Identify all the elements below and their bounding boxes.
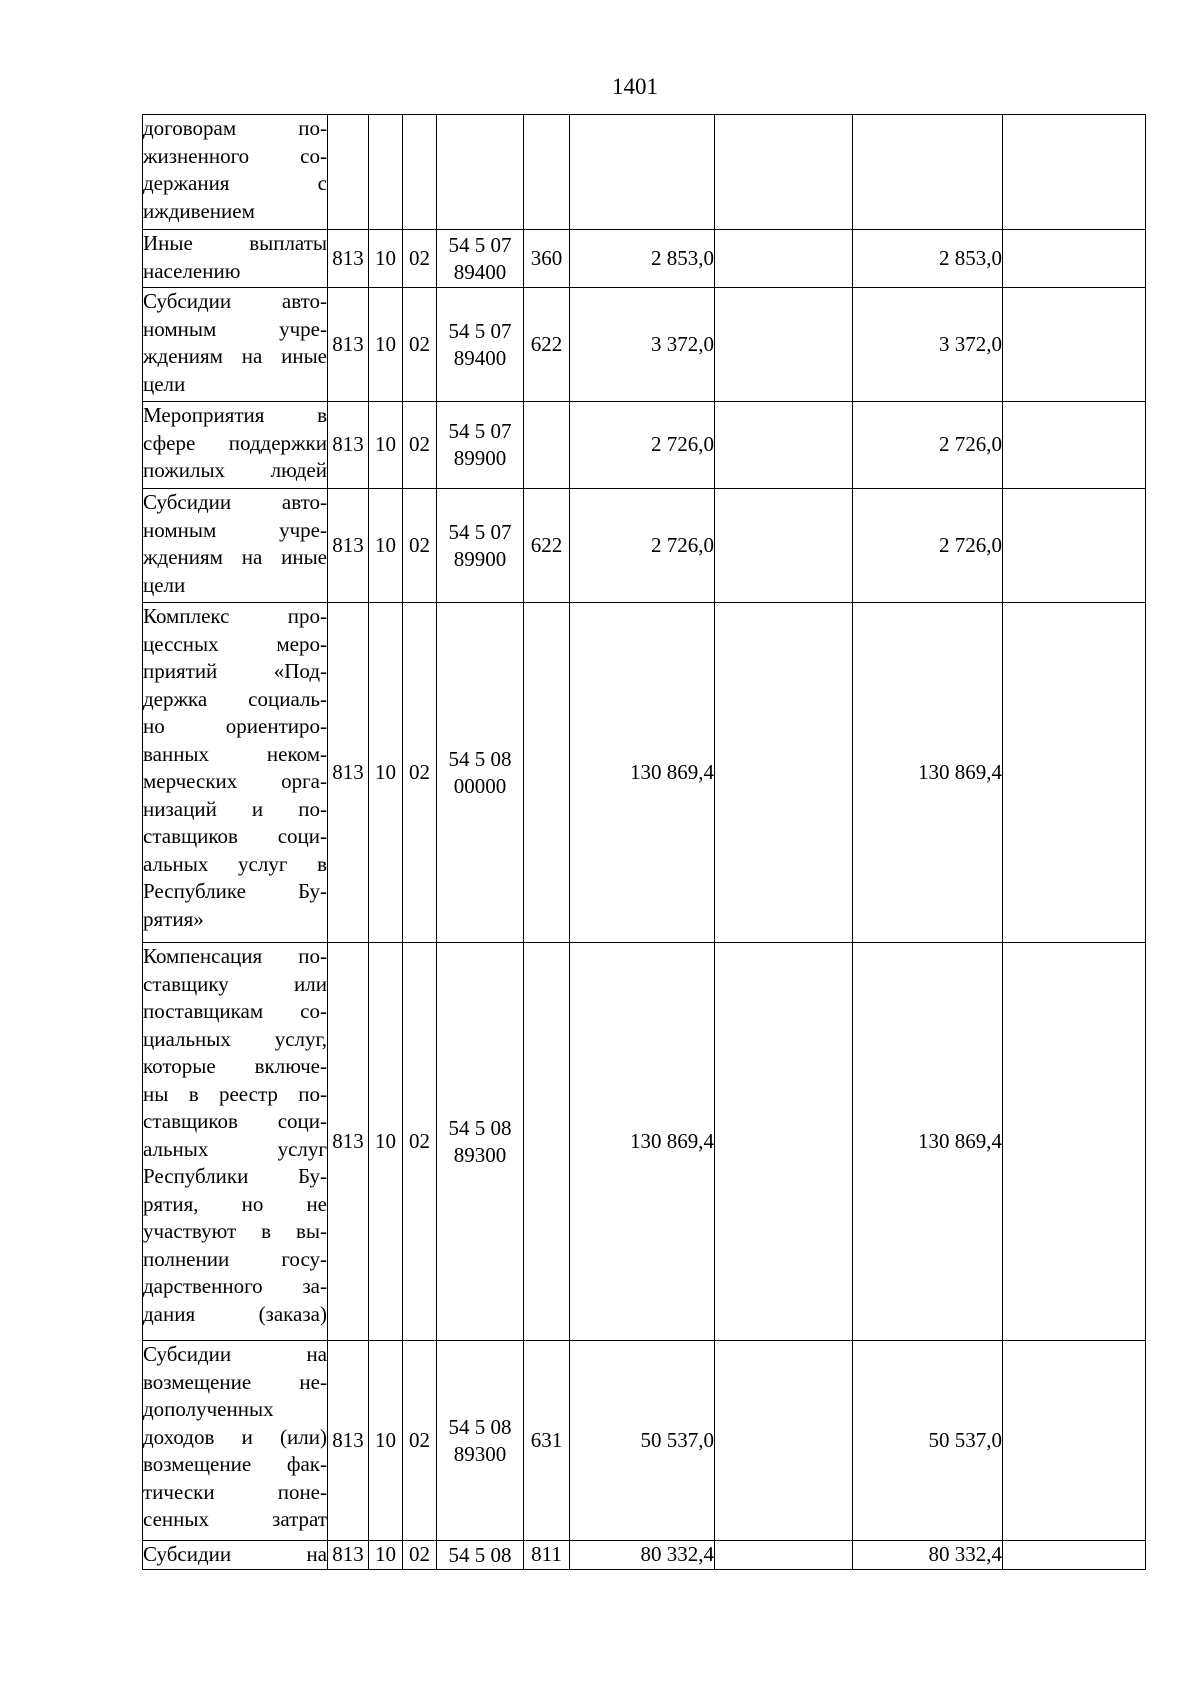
cell-name — [143, 115, 328, 230]
cell-expense-type: 811 — [524, 1541, 570, 1570]
name-line: поставщикам со- — [143, 999, 327, 1023]
cell-grbs: 813 — [328, 288, 369, 402]
cell-name — [143, 230, 328, 288]
cell-target-article — [437, 115, 524, 230]
name-line: номным учре- — [143, 517, 327, 542]
cell-expense-type — [524, 115, 570, 230]
cell-grbs: 813 — [328, 603, 369, 943]
cell-expense-type: 622 — [524, 288, 570, 402]
cell-amount — [570, 115, 715, 230]
cell-target-article — [437, 603, 524, 943]
name-line: Республике Бу- — [143, 879, 327, 903]
name-line: иждивением — [143, 198, 255, 223]
cell-target-article — [437, 489, 524, 603]
cell-amount — [715, 402, 853, 489]
name-line: Субсидии на — [143, 1342, 327, 1366]
cell-expense-type — [524, 402, 570, 489]
name-line: ставщиков соци- — [143, 824, 327, 848]
cell-amount — [715, 943, 853, 1341]
cell-amount: 130 869,4 — [853, 603, 1003, 943]
name-line: ставщиков соци- — [143, 1109, 327, 1133]
cell-amount — [715, 1541, 853, 1570]
name-line: альных услуг в — [143, 851, 327, 876]
name-line: Компенсация по- — [143, 944, 327, 968]
target-article-line: 54 5 07 — [448, 519, 512, 544]
cell-section: 10 — [369, 402, 403, 489]
cell-amount: 80 332,4 — [570, 1541, 715, 1570]
name-line: полнении госу- — [143, 1246, 327, 1271]
table-row — [143, 288, 1146, 402]
cell-amount — [715, 288, 853, 402]
cell-amount: 3 372,0 — [853, 288, 1003, 402]
target-article-line: 89300 — [453, 1142, 507, 1167]
cell-amount — [1003, 1541, 1146, 1570]
cell-amount — [1003, 1341, 1146, 1541]
cell-name — [143, 1341, 328, 1541]
cell-subsection: 02 — [403, 402, 437, 489]
page-number: 1401 — [612, 74, 658, 99]
table-row — [143, 230, 1146, 288]
target-article-line: 54 5 08 — [448, 746, 512, 771]
cell-name — [143, 1541, 328, 1570]
target-article-line: 00000 — [453, 773, 507, 798]
name-line: ны в реестр по- — [143, 1081, 327, 1106]
cell-amount — [1003, 402, 1146, 489]
cell-amount — [715, 603, 853, 943]
table-row — [143, 402, 1146, 489]
name-line: дополученных — [143, 1397, 274, 1421]
cell-name — [143, 489, 328, 603]
cell-amount — [1003, 489, 1146, 603]
table-body — [143, 115, 1146, 1570]
target-article-line: 89300 — [453, 1441, 507, 1466]
name-line: жизненного со- — [143, 143, 327, 168]
cell-amount: 2 726,0 — [570, 489, 715, 603]
cell-amount: 2 853,0 — [570, 230, 715, 288]
cell-target-article — [437, 230, 524, 288]
cell-amount — [1003, 603, 1146, 943]
name-line: Мероприятия в — [143, 403, 327, 427]
name-line: возмещение фак- — [143, 1452, 327, 1476]
name-line: Субсидии авто- — [143, 490, 327, 514]
cell-expense-type: 631 — [524, 1341, 570, 1541]
cell-amount — [715, 489, 853, 603]
cell-amount — [1003, 115, 1146, 230]
name-line: рятия, но не — [143, 1191, 327, 1216]
name-line: договорам по- — [143, 116, 327, 140]
name-line: держания с — [143, 171, 327, 195]
name-line: ставщику или — [143, 971, 327, 996]
cell-expense-type: 622 — [524, 489, 570, 603]
cell-grbs: 813 — [328, 489, 369, 603]
target-article-line: 89900 — [453, 546, 507, 571]
cell-grbs: 813 — [328, 1341, 369, 1541]
target-article-line: 54 5 08 — [448, 1115, 512, 1140]
cell-section: 10 — [369, 1541, 403, 1570]
target-article-line: 89400 — [453, 345, 507, 370]
cell-amount: 2 726,0 — [853, 489, 1003, 603]
table-row — [143, 1541, 1146, 1570]
name-line: номным учре- — [143, 316, 327, 341]
table-row — [143, 943, 1146, 1341]
cell-target-article — [437, 943, 524, 1341]
name-line: возмещение не- — [143, 1369, 327, 1394]
name-line: но ориентиро- — [143, 714, 327, 738]
name-line: дарственного за- — [143, 1274, 327, 1298]
name-line: ванных неком- — [143, 741, 327, 766]
cell-subsection: 02 — [403, 603, 437, 943]
cell-amount: 2 726,0 — [570, 402, 715, 489]
cell-section: 10 — [369, 489, 403, 603]
name-line: мерческих орга- — [143, 769, 327, 793]
name-line: пожилых людей — [143, 458, 327, 482]
name-line: цели — [143, 572, 186, 597]
cell-subsection: 02 — [403, 1541, 437, 1570]
cell-subsection: 02 — [403, 489, 437, 603]
cell-amount — [853, 115, 1003, 230]
name-line: дания (заказа) — [143, 1301, 327, 1326]
table-row — [143, 489, 1146, 603]
cell-grbs: 813 — [328, 1541, 369, 1570]
target-article-line: 54 5 07 — [448, 318, 512, 343]
name-line: которые включе- — [143, 1054, 327, 1078]
cell-subsection — [403, 115, 437, 230]
cell-section: 10 — [369, 288, 403, 402]
name-line: низаций и по- — [143, 796, 327, 821]
target-article-line: 54 5 07 — [448, 232, 512, 257]
name-line: циальных услуг, — [143, 1026, 327, 1051]
name-line: сфере поддержки — [143, 430, 327, 455]
cell-amount: 50 537,0 — [570, 1341, 715, 1541]
cell-amount — [715, 115, 853, 230]
name-line: сенных затрат — [143, 1507, 327, 1531]
target-article-line: 54 5 08 — [448, 1414, 512, 1439]
name-line: населению — [143, 258, 241, 283]
cell-amount: 130 869,4 — [570, 943, 715, 1341]
cell-amount — [1003, 288, 1146, 402]
cell-expense-type: 360 — [524, 230, 570, 288]
cell-amount: 80 332,4 — [853, 1541, 1003, 1570]
name-line: цессных меро- — [143, 631, 327, 656]
cell-amount: 2 853,0 — [853, 230, 1003, 288]
name-line: держка социаль- — [143, 686, 327, 711]
name-line: Субсидии на — [143, 1542, 327, 1567]
cell-target-article — [437, 1541, 524, 1570]
cell-section: 10 — [369, 1341, 403, 1541]
name-line: Комплекс про- — [143, 604, 327, 628]
name-line: рятия» — [143, 906, 204, 931]
table-row — [143, 603, 1146, 943]
cell-grbs: 813 — [328, 402, 369, 489]
name-line: участвуют в вы- — [143, 1219, 327, 1243]
cell-amount — [1003, 230, 1146, 288]
name-line: цели — [143, 371, 186, 396]
name-line: Иные выплаты — [143, 231, 327, 255]
name-line: альных услуг — [143, 1136, 327, 1161]
cell-subsection: 02 — [403, 943, 437, 1341]
cell-section — [369, 115, 403, 230]
target-article-line: 89900 — [453, 446, 507, 470]
cell-name — [143, 603, 328, 943]
cell-expense-type — [524, 943, 570, 1341]
cell-name — [143, 402, 328, 489]
cell-subsection: 02 — [403, 1341, 437, 1541]
budget-table — [142, 114, 1146, 1570]
table-row — [143, 1341, 1146, 1541]
cell-amount — [715, 230, 853, 288]
cell-target-article — [437, 402, 524, 489]
cell-expense-type — [524, 603, 570, 943]
cell-amount — [1003, 943, 1146, 1341]
name-line: доходов и (или) — [143, 1424, 327, 1449]
cell-amount: 3 372,0 — [570, 288, 715, 402]
cell-amount: 130 869,4 — [853, 943, 1003, 1341]
cell-section: 10 — [369, 943, 403, 1341]
cell-amount: 2 726,0 — [853, 402, 1003, 489]
cell-section: 10 — [369, 603, 403, 943]
cell-section: 10 — [369, 230, 403, 288]
cell-amount: 130 869,4 — [570, 603, 715, 943]
name-line: приятий «Под- — [143, 659, 327, 683]
cell-grbs: 813 — [328, 230, 369, 288]
cell-grbs — [328, 115, 369, 230]
name-line: ждениям на иные — [143, 344, 327, 368]
target-article-line: 54 5 07 — [448, 419, 512, 443]
cell-subsection: 02 — [403, 288, 437, 402]
table-row — [143, 115, 1146, 230]
cell-grbs: 813 — [328, 943, 369, 1341]
cell-name — [143, 288, 328, 402]
target-article-line: 54 5 08 — [448, 1542, 512, 1567]
target-article-line: 89400 — [453, 259, 507, 284]
cell-name — [143, 943, 328, 1341]
cell-target-article — [437, 1341, 524, 1541]
cell-amount — [715, 1341, 853, 1541]
name-line: ждениям на иные — [143, 545, 327, 569]
cell-amount: 50 537,0 — [853, 1341, 1003, 1541]
cell-target-article — [437, 288, 524, 402]
cell-subsection: 02 — [403, 230, 437, 288]
name-line: Субсидии авто- — [143, 289, 327, 313]
name-line: Республики Бу- — [143, 1164, 327, 1188]
name-line: тически поне- — [143, 1479, 327, 1504]
